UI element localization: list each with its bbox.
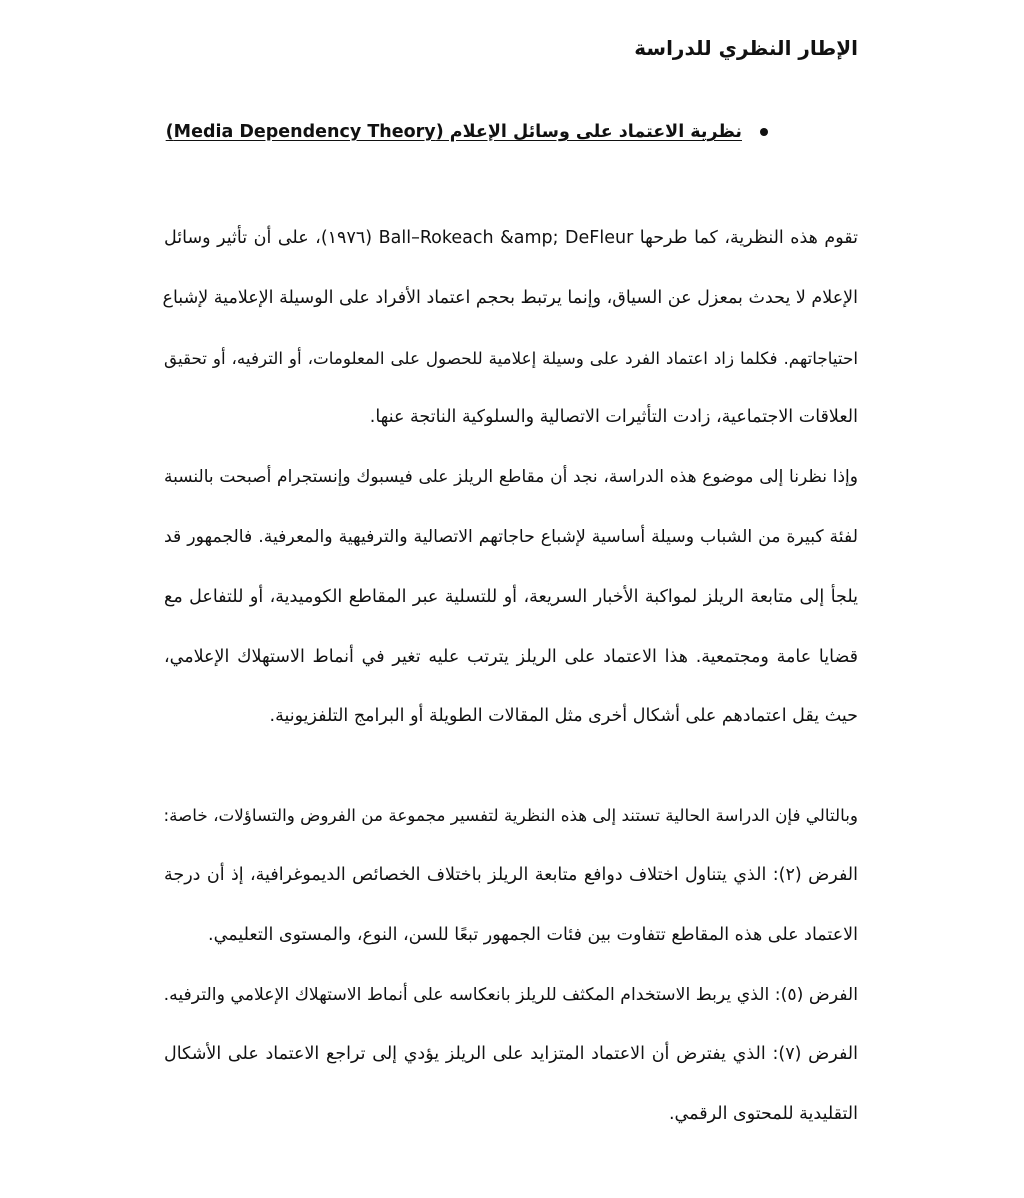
hypothesis-2-line: الفرض (٢): الذي يتناول اختلاف دوافع متابعة الريلز باختلاف الخصائص الديموغرافية، إذ أن درجة bbox=[164, 865, 858, 885]
paragraph-1-line: احتياجاتهم. فكلما زاد اعتماد الفرد على وسيلة إعلامية للحصول على المعلومات، أو الترفيه، أو تحقيق bbox=[164, 348, 858, 368]
hypothesis-7-line: الفرض (٧): الذي يفترض أن الاعتماد المتزايد على الريلز يؤدي إلى تراجع الاعتماد على الأشكال bbox=[164, 1044, 858, 1064]
paragraph-2-line: حيث يقل اعتمادهم على أشكال أخرى مثل المقالات الطويلة أو البرامج التلفزيونية. bbox=[269, 706, 858, 726]
paragraph-1-line: تقوم هذه النظرية، كما طرحها Ball–Rokeach &amp; DeFleur (١٩٧٦)، على أن تأثير وسائل bbox=[164, 228, 858, 248]
bullet-icon bbox=[760, 128, 768, 136]
paragraph-2-line: لفئة كبيرة من الشباب وسيلة أساسية لإشباع حاجاتهم الاتصالية والترفيهية والمعرفية. فالجمهور قد bbox=[164, 527, 858, 547]
section-heading: نظرية الاعتماد على وسائل الإعلام (Media Dependency Theory) bbox=[165, 122, 742, 142]
paragraph-3-line: وبالتالي فإن الدراسة الحالية تستند إلى هذه النظرية لتفسير مجموعة من الفروض والتساؤلات، خاصة: bbox=[163, 805, 858, 825]
hypothesis-2-line: الاعتماد على هذه المقاطع تتفاوت بين فئات الجمهور تبعًا للسن، النوع، والمستوى التعليمي. bbox=[208, 925, 858, 945]
paragraph-1-line: الإعلام لا يحدث بمعزل عن السياق، وإنما يرتبط بحجم اعتماد الأفراد على الوسيلة الإعلامية لإشباع bbox=[162, 288, 858, 308]
paragraph-1-line: العلاقات الاجتماعية، زادت التأثيرات الاتصالية والسلوكية الناتجة عنها. bbox=[369, 407, 858, 427]
paragraph-2-line: قضايا عامة ومجتمعية. هذا الاعتماد على الريلز يترتب عليه تغير في أنماط الاستهلاك الإعلامي، bbox=[164, 647, 858, 667]
hypothesis-7-line: التقليدية للمحتوى الرقمي. bbox=[668, 1104, 858, 1124]
paragraph-2-line: يلجأ إلى متابعة الريلز لمواكبة الأخبار السريعة، أو للتسلية عبر المقاطع الكوميدية، أو للتفاعل مع bbox=[164, 587, 858, 607]
page-title: الإطار النظري للدراسة bbox=[634, 36, 858, 60]
paragraph-2-line: وإذا نظرنا إلى موضوع هذه الدراسة، نجد أن مقاطع الريلز على فيسبوك وإنستجرام أصبحت بالنسبة bbox=[164, 467, 858, 487]
section-heading-row bbox=[166, 122, 768, 142]
hypothesis-5-line: الفرض (٥): الذي يربط الاستخدام المكثف للريلز بانعكاسه على أنماط الاستهلاك الإعلامي والترفيه. bbox=[163, 985, 858, 1005]
